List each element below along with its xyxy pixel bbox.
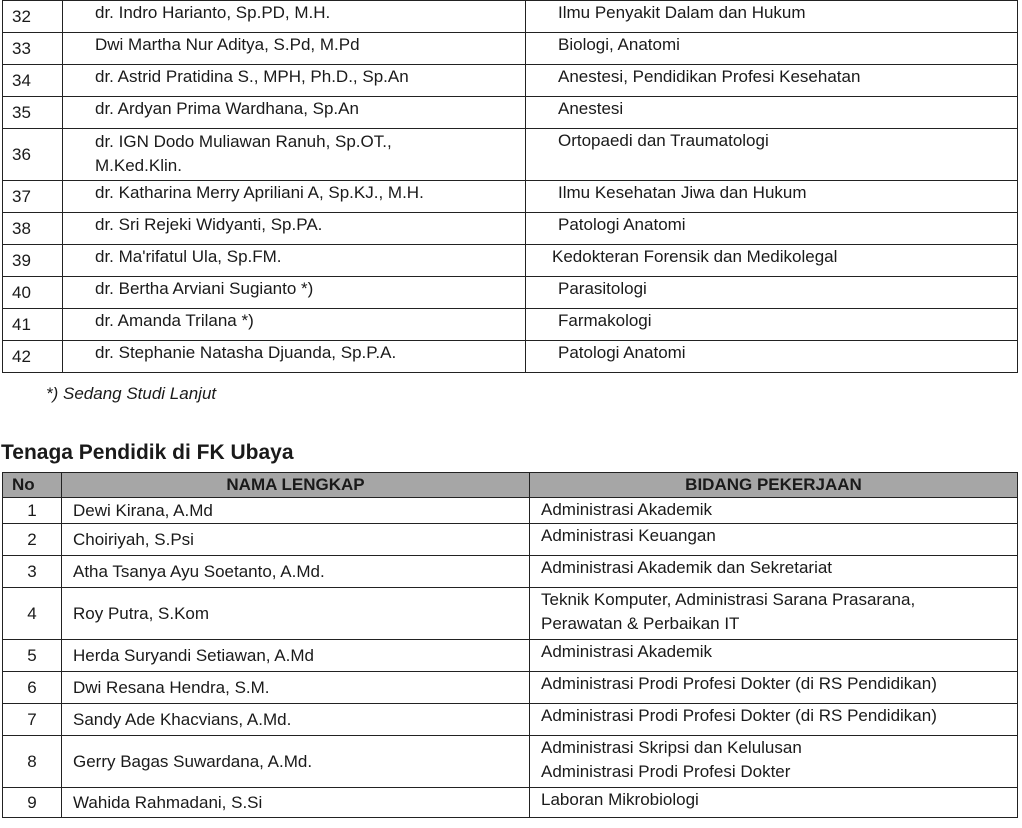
staff-field-line: Teknik Komputer, Administrasi Sarana Prasarana,	[541, 590, 916, 609]
table-row	[3, 588, 1018, 640]
staff-field: Administrasi Akademik dan Sekretariat	[530, 556, 1018, 588]
column-header-name: NAMA LENGKAP	[62, 473, 530, 498]
staff-field: Administrasi Keuangan	[530, 524, 1018, 556]
lecturer-field: Ilmu Penyakit Dalam dan Hukum	[526, 1, 1018, 33]
lecturer-name: dr. Astrid Pratidina S., MPH, Ph.D., Sp.An	[63, 65, 526, 97]
table-row	[3, 181, 1018, 213]
staff-name: Atha Tsanya Ayu Soetanto, A.Md.	[62, 556, 530, 588]
lecturer-name: dr. Katharina Merry Apriliani A, Sp.KJ., M.H.	[63, 181, 526, 213]
table-row	[3, 97, 1018, 129]
table-row	[3, 1, 1018, 33]
staff-field: Administrasi Akademik	[530, 640, 1018, 672]
section-title: Tenaga Pendidik di FK Ubaya	[1, 441, 294, 464]
table-row	[3, 704, 1018, 736]
row-number: 33	[3, 33, 63, 65]
row-number: 3	[3, 556, 62, 588]
column-header-no: No	[3, 473, 62, 498]
row-number: 39	[3, 245, 63, 277]
staff-name: Dewi Kirana, A.Md	[62, 498, 530, 524]
lecturer-name: Dwi Martha Nur Aditya, S.Pd, M.Pd	[63, 33, 526, 65]
staff-field: Administrasi Prodi Profesi Dokter (di RS Pendidikan)	[530, 704, 1018, 736]
column-header-field: BIDANG PEKERJAAN	[530, 473, 1018, 498]
lecturer-name: dr. Amanda Trilana *)	[63, 309, 526, 341]
table-header-row	[3, 473, 1018, 498]
staff-field: Administrasi Akademik	[530, 498, 1018, 524]
lecturer-name: dr. Ardyan Prima Wardhana, Sp.An	[63, 97, 526, 129]
staff-name: Wahida Rahmadani, S.Si	[62, 788, 530, 818]
staff-field-line: Perawatan & Perbaikan IT	[541, 614, 740, 633]
lecturer-field: Anestesi, Pendidikan Profesi Kesehatan	[526, 65, 1018, 97]
lecturer-name: dr. Sri Rejeki Widyanti, Sp.PA.	[63, 213, 526, 245]
lecturer-table	[2, 0, 1018, 373]
table-row	[3, 129, 1018, 181]
row-number: 4	[3, 588, 62, 640]
staff-field-line: Administrasi Prodi Profesi Dokter	[541, 762, 791, 781]
staff-field	[530, 588, 1018, 640]
lecturer-name: dr. Indro Harianto, Sp.PD, M.H.	[63, 1, 526, 33]
staff-field	[530, 736, 1018, 788]
lecturer-name: dr. Bertha Arviani Sugianto *)	[63, 277, 526, 309]
row-number: 42	[3, 341, 63, 373]
row-number: 1	[3, 498, 62, 524]
row-number: 7	[3, 704, 62, 736]
table-row	[3, 33, 1018, 65]
staff-name: Herda Suryandi Setiawan, A.Md	[62, 640, 530, 672]
row-number: 34	[3, 65, 63, 97]
staff-field: Administrasi Prodi Profesi Dokter (di RS Pendidikan)	[530, 672, 1018, 704]
row-number: 35	[3, 97, 63, 129]
staff-field: Laboran Mikrobiologi	[530, 788, 1018, 818]
table-row	[3, 640, 1018, 672]
lecturer-name-line: dr. IGN Dodo Muliawan Ranuh, Sp.OT.,	[95, 132, 392, 151]
lecturer-field: Kedokteran Forensik dan Medikolegal	[526, 245, 1018, 277]
row-number: 40	[3, 277, 63, 309]
footnote: *) Sedang Studi Lanjut	[46, 384, 217, 403]
row-number: 5	[3, 640, 62, 672]
lecturer-name	[63, 129, 526, 181]
table-row	[3, 309, 1018, 341]
staff-name: Choiriyah, S.Psi	[62, 524, 530, 556]
staff-name: Roy Putra, S.Kom	[62, 588, 530, 640]
table-row	[3, 524, 1018, 556]
lecturer-field: Ilmu Kesehatan Jiwa dan Hukum	[526, 181, 1018, 213]
table-row	[3, 277, 1018, 309]
table-row	[3, 245, 1018, 277]
staff-name: Sandy Ade Khacvians, A.Md.	[62, 704, 530, 736]
row-number: 36	[3, 129, 63, 181]
row-number: 8	[3, 736, 62, 788]
table-row	[3, 65, 1018, 97]
row-number: 41	[3, 309, 63, 341]
staff-field-line: Administrasi Skripsi dan Kelulusan	[541, 738, 802, 757]
table-row	[3, 788, 1018, 818]
lecturer-name-line: M.Ked.Klin.	[95, 156, 182, 175]
lecturer-field: Patologi Anatomi	[526, 341, 1018, 373]
row-number: 37	[3, 181, 63, 213]
row-number: 9	[3, 788, 62, 818]
lecturer-field: Anestesi	[526, 97, 1018, 129]
table-row	[3, 341, 1018, 373]
lecturer-name: dr. Ma'rifatul Ula, Sp.FM.	[63, 245, 526, 277]
table-row	[3, 213, 1018, 245]
row-number: 2	[3, 524, 62, 556]
lecturer-field: Parasitologi	[526, 277, 1018, 309]
lecturer-field: Farmakologi	[526, 309, 1018, 341]
row-number: 32	[3, 1, 63, 33]
lecturer-field: Patologi Anatomi	[526, 213, 1018, 245]
table-row	[3, 736, 1018, 788]
table-row	[3, 556, 1018, 588]
row-number: 6	[3, 672, 62, 704]
table-row	[3, 672, 1018, 704]
staff-name: Dwi Resana Hendra, S.M.	[62, 672, 530, 704]
lecturer-field: Ortopaedi dan Traumatologi	[526, 129, 1018, 181]
staff-name: Gerry Bagas Suwardana, A.Md.	[62, 736, 530, 788]
lecturer-field: Biologi, Anatomi	[526, 33, 1018, 65]
table-row	[3, 498, 1018, 524]
row-number: 38	[3, 213, 63, 245]
lecturer-name: dr. Stephanie Natasha Djuanda, Sp.P.A.	[63, 341, 526, 373]
staff-table	[2, 472, 1018, 818]
